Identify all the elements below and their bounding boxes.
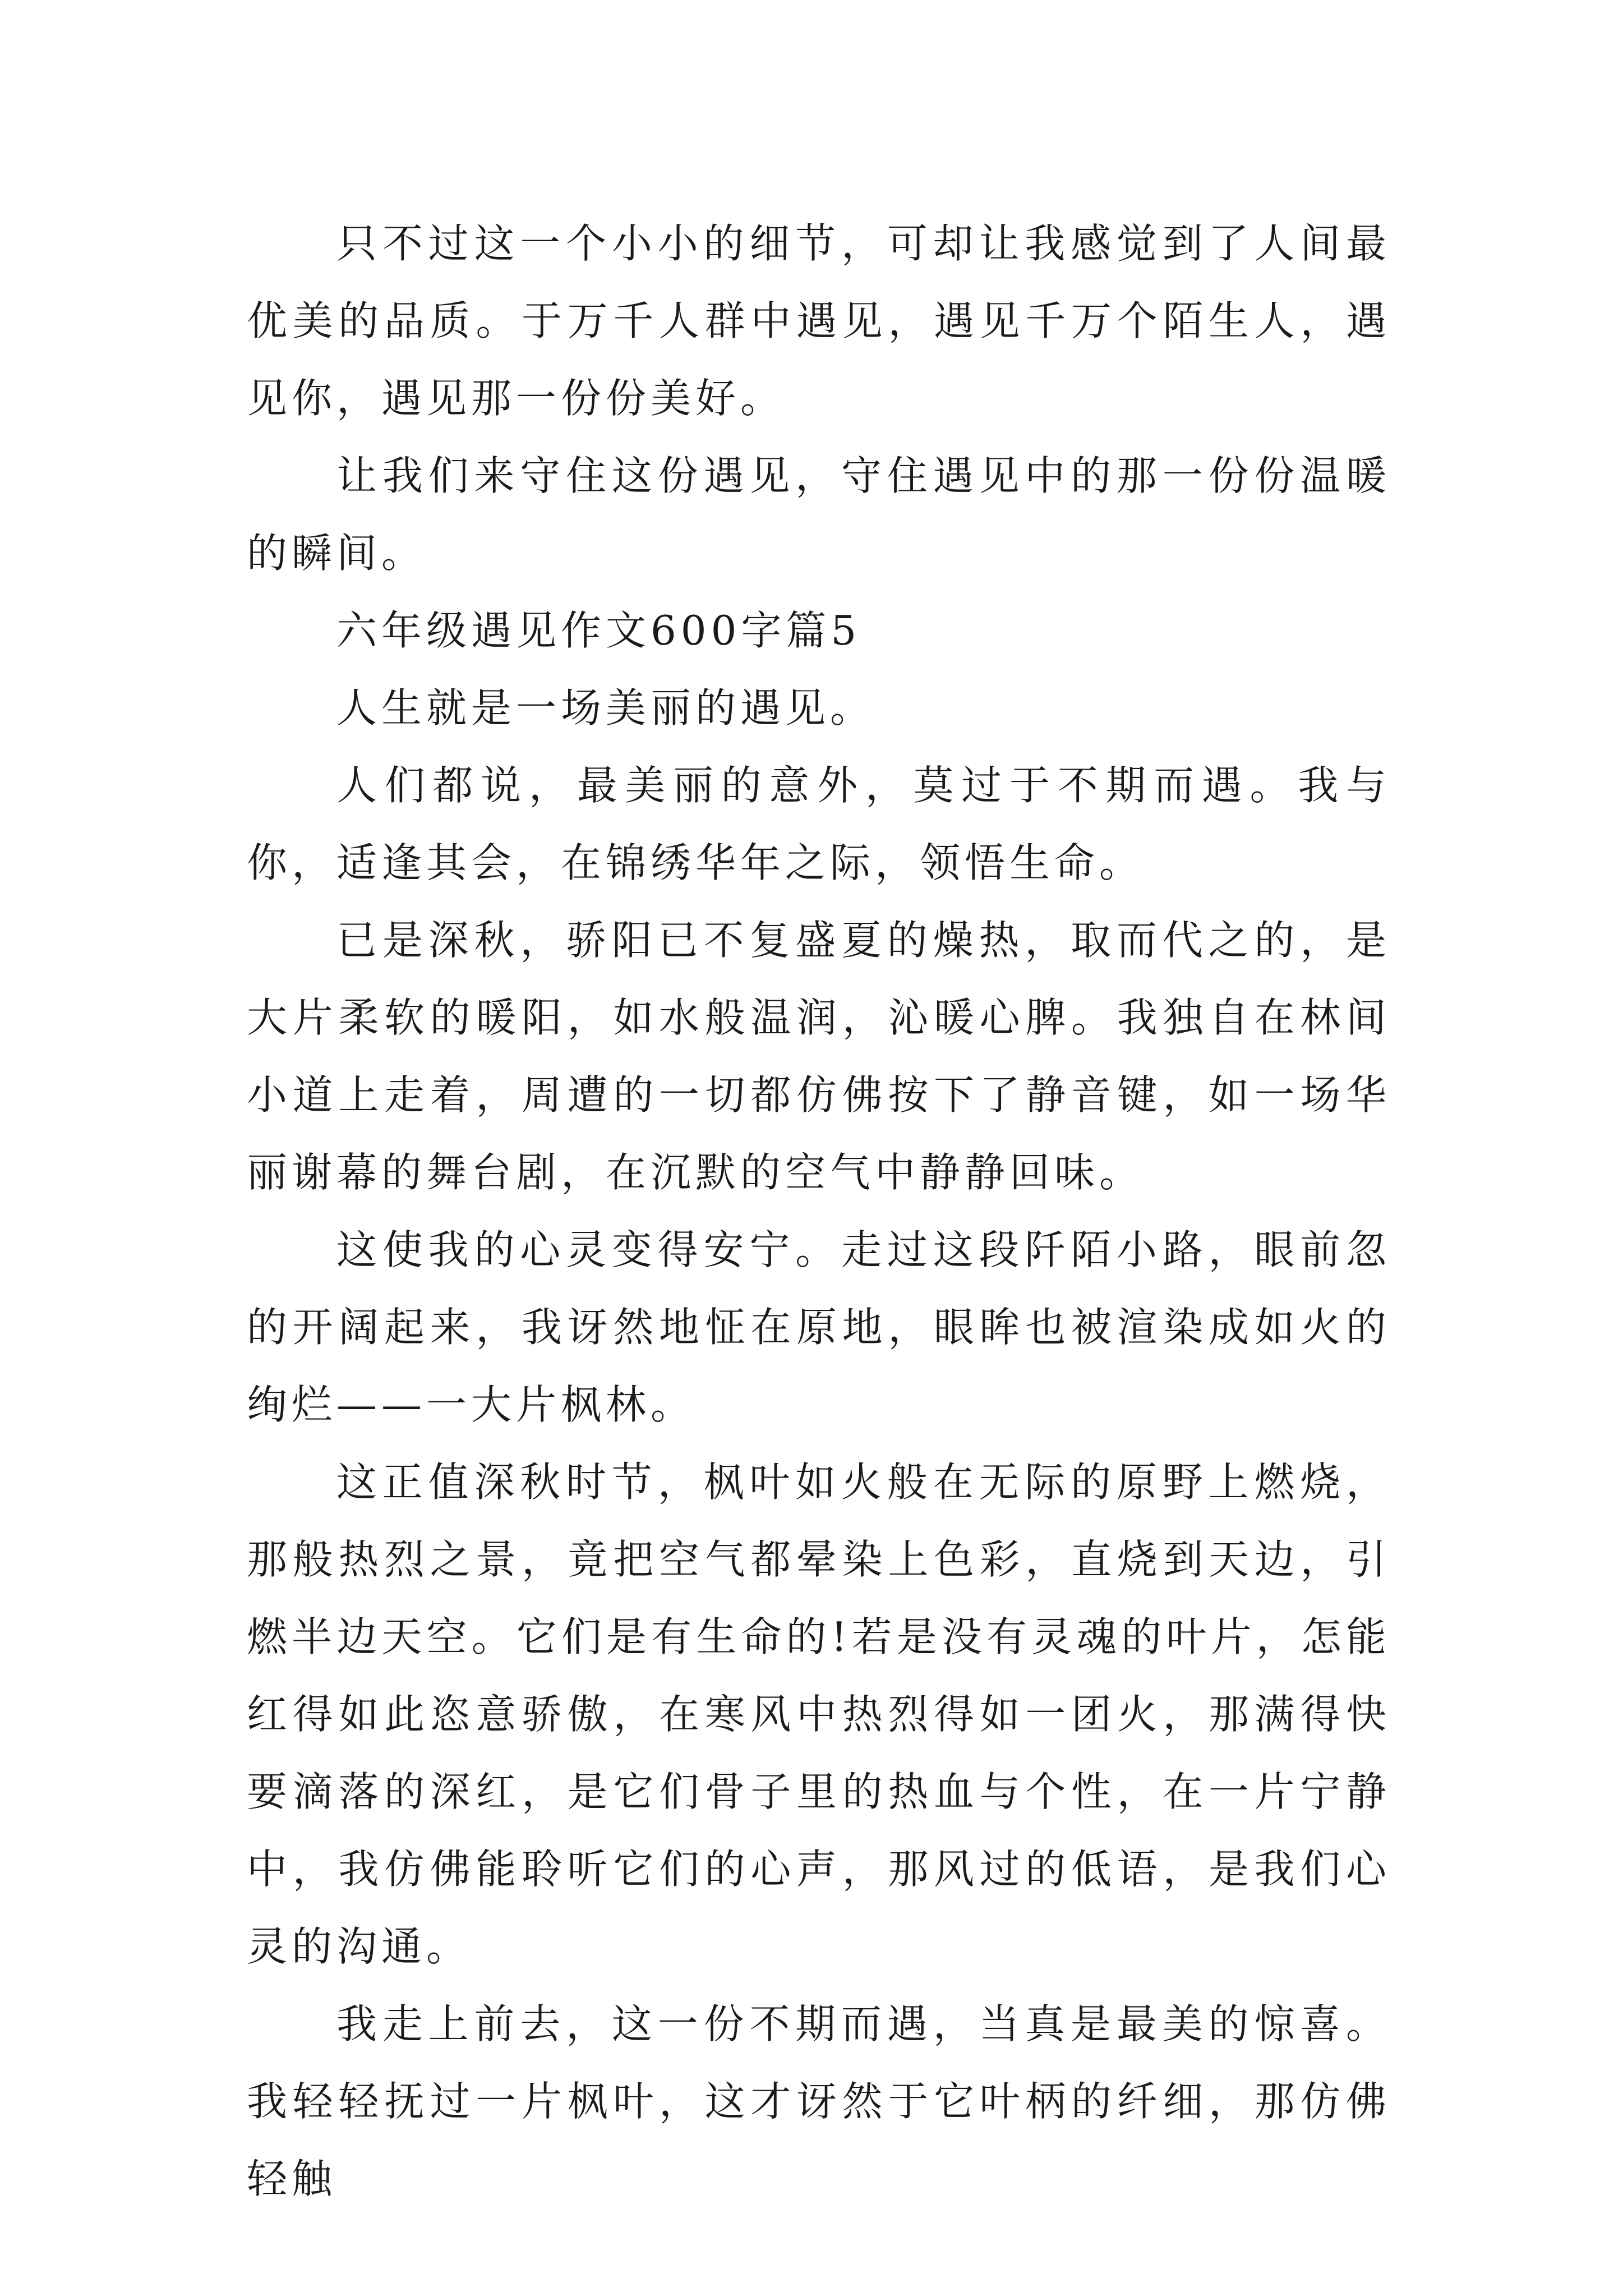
paragraph-7: 这正值深秋时节，枫叶如火般在无际的原野上燃烧，那般热烈之景，竟把空气都晕染上色彩，直烧到天边，引燃半边天空。它们是有生命的!若是没有灵魂的叶片，怎能红得如此恣意骄傲，在寒风中热烈得如一团火，那满得快要滴落的深红，是它们骨子里的热血与个性，在一片宁静中，我仿佛能聆听它们的心声，那风过的低语，是我们心灵的沟通。	[247, 1458, 1391, 1970]
paragraph-2: 让我们来守住这份遇见，守住遇见中的那一份份温暖的瞬间。	[247, 452, 1391, 577]
paragraph-4: 人们都说，最美丽的意外，莫过于不期而遇。我与你，适逢其会，在锦绣华年之际，领悟生命。	[247, 762, 1391, 886]
paragraph-5: 已是深秋，骄阳已不复盛夏的燥热，取而代之的，是大片柔软的暖阳，如水般温润，沁暖心脾。我独自在林间小道上走着，周遭的一切都仿佛按下了静音键，如一场华丽谢幕的舞台剧，在沉默的空气中静静回味。	[247, 917, 1391, 1196]
paragraph-3: 人生就是一场美丽的遇见。	[336, 684, 875, 731]
article-body	[247, 205, 1391, 2217]
paragraph-1: 只不过这一个小小的细节，可却让我感觉到了人间最优美的品质。于万千人群中遇见，遇见千万个陌生人，遇见你，遇见那一份份美好。	[247, 220, 1391, 422]
paragraph-8: 我走上前去，这一份不期而遇，当真是最美的惊喜。我轻轻抚过一片枫叶，这才讶然于它叶柄的纤细，那仿佛轻触	[247, 2000, 1391, 2202]
section-heading: 六年级遇见作文600字篇5	[336, 607, 861, 654]
paragraph-6: 这使我的心灵变得安宁。走过这段阡陌小路，眼前忽的开阔起来，我讶然地怔在原地，眼眸也被渲染成如火的绚烂——一大片枫林。	[247, 1226, 1391, 1428]
